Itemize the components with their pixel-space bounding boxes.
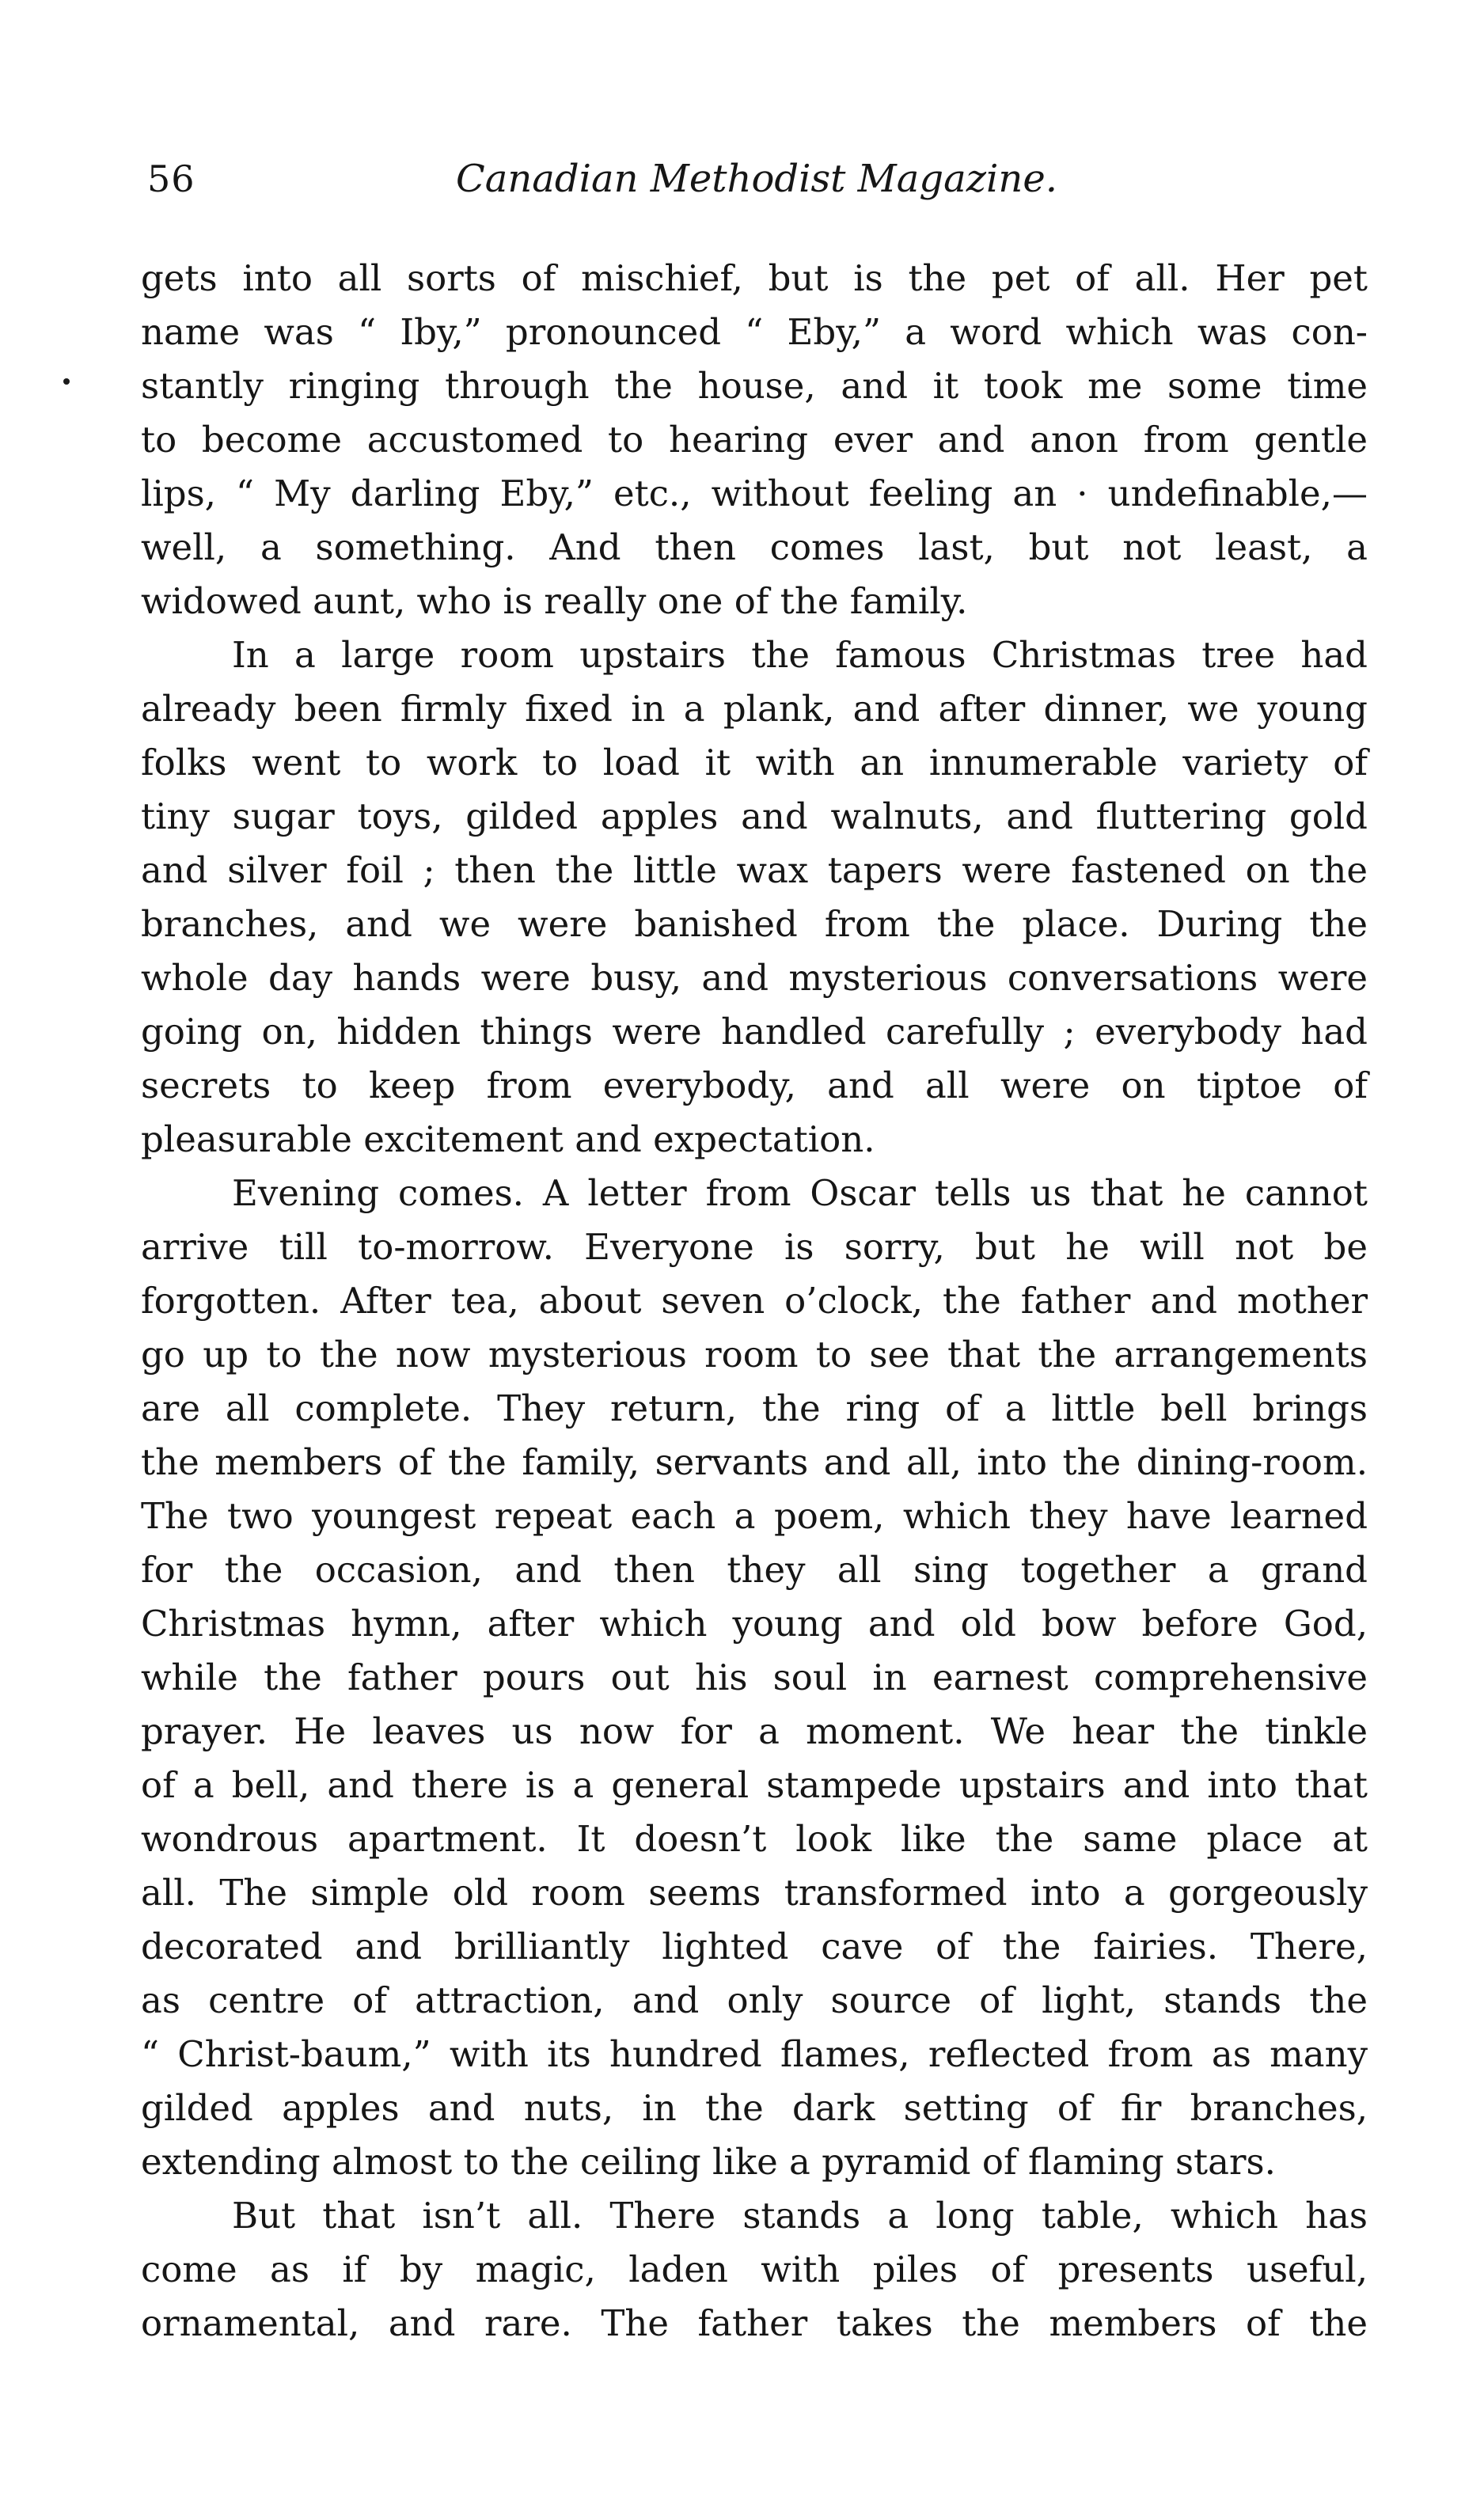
running-title: Canadian Methodist Magazine. [456,157,1057,201]
paragraph-start-line: In a large room upstairs the famous Christmas tree had [232,634,1368,676]
text-line: forgotten. After tea, about seven o’clock, the father and mother [141,1280,1368,1322]
text-line: prayer. He leaves us now for a moment. We hear the tinkle [141,1710,1368,1752]
text-line: gets into all sorts of mischief, but is the pet of all. Her pet [141,257,1368,299]
text-line: lips, “ My darling Eby,” etc., without feeling an · undefinable,— [141,472,1368,514]
text-line: as centre of attraction, and only source of light, stands the [141,1979,1368,2021]
text-line: stantly ringing through the house, and it took me some time [141,365,1368,407]
text-line: well, a something. And then comes last, but not least, a [141,526,1368,568]
text-line: all. The simple old room seems transformed into a gorgeously [141,1872,1368,1914]
text-line: arrive till to-morrow. Everyone is sorry, but he will not be [141,1226,1368,1268]
text-line: already been firmly fixed in a plank, and after dinner, we young [141,688,1368,730]
text-line: tiny sugar toys, gilded apples and walnuts, and fluttering gold [141,795,1368,837]
text-line: name was “ Iby,” pronounced “ Eby,” a word which was con- [141,311,1368,353]
text-line: come as if by magic, laden with piles of presents useful, [141,2248,1368,2290]
text-line: of a bell, and there is a general stampede upstairs and into that [141,1764,1368,1806]
page-number: 56 [147,157,195,200]
page-header [147,155,1366,211]
text-line: branches, and we were banished from the place. During the [141,903,1368,945]
text-line: and silver foil ; then the little wax tapers were fastened on the [141,849,1368,891]
text-line: whole day hands were busy, and mysterious conversations were [141,957,1368,999]
text-line: while the father pours out his soul in earnest comprehensive [141,1656,1368,1698]
text-line: extending almost to the ceiling like a pyramid of flaming stars. [141,2141,1276,2183]
margin-dot-mark [63,378,70,385]
text-line: pleasurable excitement and expectation. [141,1118,875,1160]
text-line: for the occasion, and then they all sing together a grand [141,1549,1368,1591]
text-line: Christmas hymn, after which young and old bow before God, [141,1603,1368,1645]
text-line: secrets to keep from everybody, and all were on tiptoe of [141,1064,1368,1106]
text-line: decorated and brilliantly lighted cave of the fairies. There, [141,1926,1368,1967]
text-line: folks went to work to load it with an innumerable variety of [141,742,1368,784]
text-line: widowed aunt, who is really one of the family. [141,580,968,622]
text-line: The two youngest repeat each a poem, which they have learned [141,1495,1368,1537]
text-line: are all complete. They return, the ring of a little bell brings [141,1387,1368,1429]
text-line: “ Christ-baum,” with its hundred flames, reflected from as many [141,2033,1368,2075]
text-line: go up to the now mysterious room to see that the arrangements [141,1334,1368,1376]
text-line: wondrous apartment. It doesn’t look like the same place at [141,1818,1368,1860]
body-text [141,252,1368,2351]
text-line: gilded apples and nuts, in the dark setting of fir branches, [141,2087,1368,2129]
text-line: to become accustomed to hearing ever and anon from gentle [141,419,1368,461]
paragraph-start-line: But that isn’t all. There stands a long table, which has [232,2195,1368,2237]
text-line: ornamental, and rare. The father takes the members of the [141,2302,1368,2344]
paragraph-start-line: Evening comes. A letter from Oscar tells us that he cannot [232,1172,1368,1214]
text-line: the members of the family, servants and all, into the dining-room. [141,1441,1368,1483]
text-line: going on, hidden things were handled carefully ; everybody had [141,1011,1368,1053]
